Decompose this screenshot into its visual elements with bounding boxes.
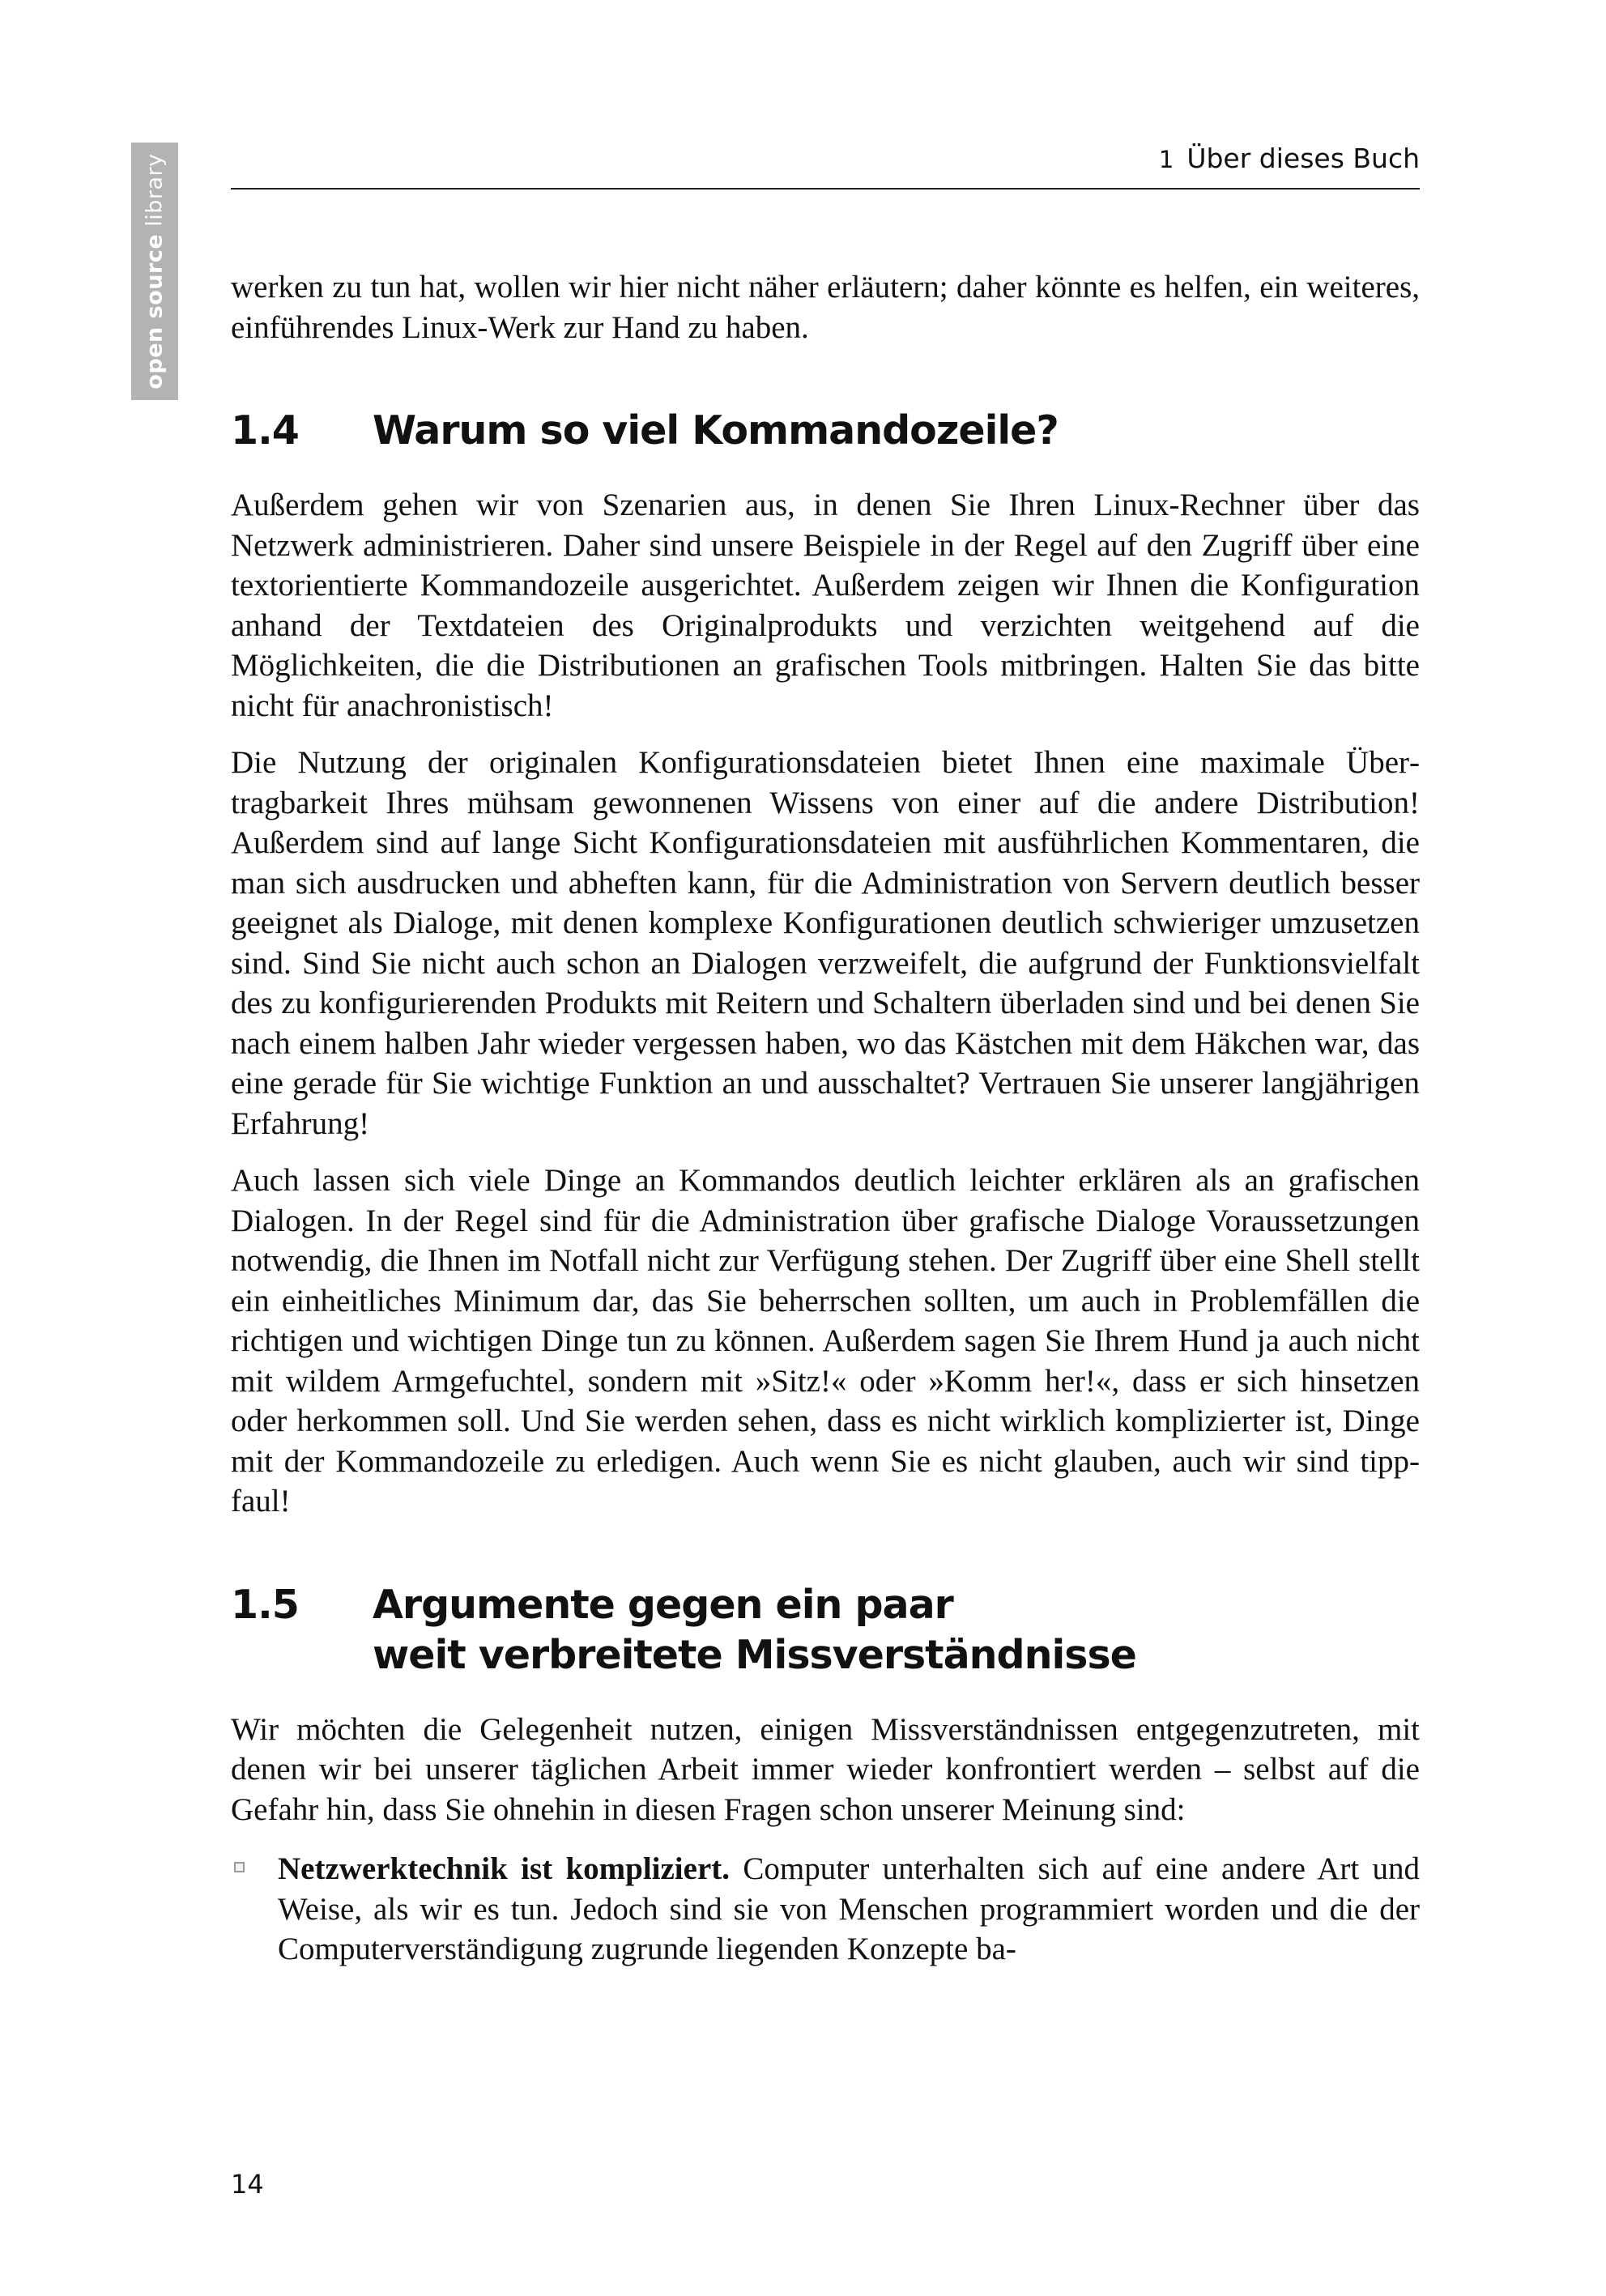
section-title: Warum so viel Kommandozeile? [373,407,1059,454]
section-title [373,1580,1420,1680]
intro-paragraph: werken zu tun hat, wollen wir hier nicht näher erläutern; daher könnte es helfen, ein weiteres, einführendes Linux-Werk zur Hand zu haben. [231,270,1420,345]
list-item-text: Computer unterhalten sich auf eine andere Art und Weise, als wir es tun. Jedoch sind sie von Menschen programmiert worden und die der Computerverständigung zugrunde liegenden Konzepte ba- [278,1851,1420,1966]
header-rule [231,188,1420,190]
section-title-line-2: weit verbreitete Missverständnisse [373,1631,1136,1678]
list-item [231,1849,1420,1970]
square-bullet-icon [234,1862,245,1872]
bullet-list [231,1849,1420,1970]
section-1-4-heading [231,406,1420,456]
paragraph: Außerdem gehen wir von Szenarien aus, in denen Sie Ihren Linux-Rechner über das Netzwerk administrieren. Daher sind unsere Beispiele in der Regel auf den Zugriff über eine textorientierte Kommandozeile ausgerichtet. Außerdem zeigen wir Ihnen die Konfiguration anhand der Textdateien des Originalprodukts und verzichten weitgehend auf die Möglichkeiten, die die Distributionen an grafischen Tools mitbringen. Halten Sie das bitte nicht für anachronistisch! [231,488,1420,723]
running-head [231,143,1420,174]
section-1-5-heading [231,1580,1420,1680]
side-tab-open-source-library [131,143,178,400]
running-head-chapter-title: Über dieses Buch [1186,143,1420,174]
paragraph: Auch lassen sich viele Dinge an Kommandos deutlich leichter erklären als an grafischen Dialogen. In der Regel sind für die Administration über grafische Dialoge Voraussetzungen notwendig, die Ihnen im Notfall nicht zur Verfügung stehen. Der Zugriff über eine Shell stellt ein einheitliches Minimum dar, das Sie beherrschen sollten, um auch in Problemfällen die richtigen und wichtigen Dinge tun zu können. Außerdem sagen Sie Ihrem Hund ja auch nicht mit wildem Armgefuchtel, sondern mit »Sitz!« oder »Komm her!«, dass er sich hinsetzen oder herkommen soll. Und Sie werden sehen, dass es nicht wirklich komplizierter ist, Dinge mit der Kommandozeile zu erledigen. Auch wenn Sie es nicht glauben, auch wir sind tippfaul! [231,1163,1420,1519]
side-tab-light: library [142,153,168,227]
section-number: 1.4 [231,407,299,454]
paragraph: Die Nutzung der originalen Konfigurationsdateien bietet Ihnen eine maximale Übertragbarkeit Ihres mühsam gewonnenen Wissens von einer auf die andere Distribution! Außerdem sind auf lange Sicht Konfigurationsdateien mit ausführlichen Kommentaren, die man sich ausdrucken und abheften kann, für die Administration von Servern deutlich besser geeignet als Dialoge, mit denen komplexe Konfigurationen deutlich schwieriger umzusetzen sind. Sind Sie nicht auch schon an Dialogen verzweifelt, die aufgrund der Funktionsvielfalt des zu konfigurierenden Produkts mit Reitern und Schaltern überladen sind und bei denen Sie nach einem halben Jahr wieder vergessen haben, wo das Kästchen mit dem Häkchen war, das eine gerade für Sie wichtige Funktion an und ausschaltet? Vertrauen Sie unserer langjährigen Erfahrung! [231,745,1420,1141]
section-title-line-1: Argumente gegen ein paar [373,1581,953,1628]
page-number: 14 [231,2169,264,2200]
side-tab-label [143,153,168,389]
paragraph: Wir möchten die Gelegenheit nutzen, einigen Missverständnissen entgegenzutreten, mit denen wir bei unserer täglichen Arbeit immer wieder konfrontiert werden – selbst auf die Gefahr hin, dass Sie ohnehin in diesen Fragen schon unserer Meinung sind: [231,1711,1420,1827]
running-head-chapter-number: 1 [1158,146,1174,173]
page-content [231,267,1420,1970]
side-tab-bold: open source [142,233,168,390]
section-number: 1.5 [231,1581,299,1628]
list-item-lead: Netzwerktechnik ist kompliziert. [278,1851,730,1886]
